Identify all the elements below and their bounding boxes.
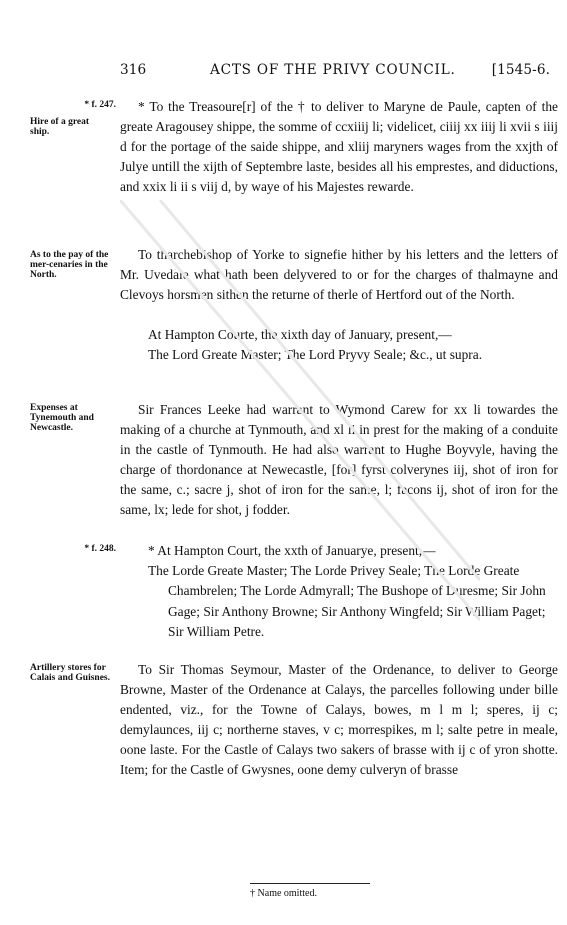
folio-ref-247: * f. 247. — [84, 100, 116, 110]
paragraph-leeke-warrant: Sir Frances Leeke had warrant to Wymond Carew for xx li towardes the making of a churche at Tynmouth, and xl li in prest for the making of a conduite in the castle of Tynmouth. He had also warrant to Hughe Boyvyle, having the charge of thordonance at Newecastle, [for] fyrst colverynes iij, shot of iron for the same, c.; sacre j, shot of iron for the same, l; facons ij, shot of iron for the same, lx; lede for shot, j fodder. — [120, 402, 558, 517]
page-title: ACTS OF THE PRIVY COUNCIL. — [210, 62, 456, 78]
year-range: [1545-6. — [491, 62, 550, 78]
session-heading-19-jan: At Hampton Courte, the xixth day of January, present,— — [148, 327, 452, 342]
margin-note-expenses: Expenses at Tynemouth and Newcastle. — [30, 403, 94, 433]
paragraph-treasurer: * To the Treasoure[r] of the † to deliver to Maryne de Paule, capten of the greate Aragousey shippe, the somme of ccxiiij li; videlicet, ciiij xx iiij li xvii s iiij d for the portage of the saide shippe, and xliij maryners wages from the xxjth of Julye untill the xijth of Septembre laste, besides all his emprestes, and diductions, and xxix li ii s viij d, by waye of his Majestes rewarde. — [120, 99, 558, 194]
paragraph-ordnance: To Sir Thomas Seymour, Master of the Ordenance, to deliver to George Browne, Master of the Ordenance at Calays, the parcelles following under bille endented, viz., for the Towne of Calays, bowes, m l m l; speres, ij c; demylaunces, iij c; northerne staves, v c; morrespikes, m l; salte petre in meale, oone laste. For the Castle of Calays two sakers of brasse with ij c of yron shotte. Item; for the Castle of Gwysnes, oone demy culveryn of brasse — [120, 662, 558, 777]
running-header — [120, 62, 550, 82]
margin-note-hire-ship: Hire of a great ship. — [30, 117, 90, 137]
page-number: 316 — [120, 62, 147, 78]
attendees-20-jan: The Lorde Greate Master; The Lorde Privey Seale; The Lorde Greate Chambrelen; The Lorde Admyrall; The Bushope of Duresme; Sir John Gage; Sir Anthony Browne; Sir Anthony Wingfeld; Sir William Paget; Sir William Petre. — [148, 563, 546, 639]
folio-ref-248: * f. 248. — [84, 544, 116, 554]
footnote-rule — [250, 883, 370, 884]
paragraph-archbishop: To tharchebishop of Yorke to signefie hither by his letters and the letters of Mr. Uvedale what hath been delyvered to or for the charges of thalmayne and Clevoys horsmen sithen the returne of therle of Hertford out of the North. — [120, 247, 558, 302]
margin-note-artillery: Artillery stores for Calais and Guisnes. — [30, 663, 110, 683]
session-heading-20-jan: * At Hampton Court, the xxth of Januarye, present,— — [148, 543, 436, 558]
margin-note-pay-mercenaries: As to the pay of the mer-cenaries in the North. — [30, 250, 109, 280]
footnote: † Name omitted. — [250, 888, 317, 899]
attendees-19-jan: The Lord Greate Master; The Lord Pryvy Seale; &c., ut supra. — [148, 347, 483, 362]
